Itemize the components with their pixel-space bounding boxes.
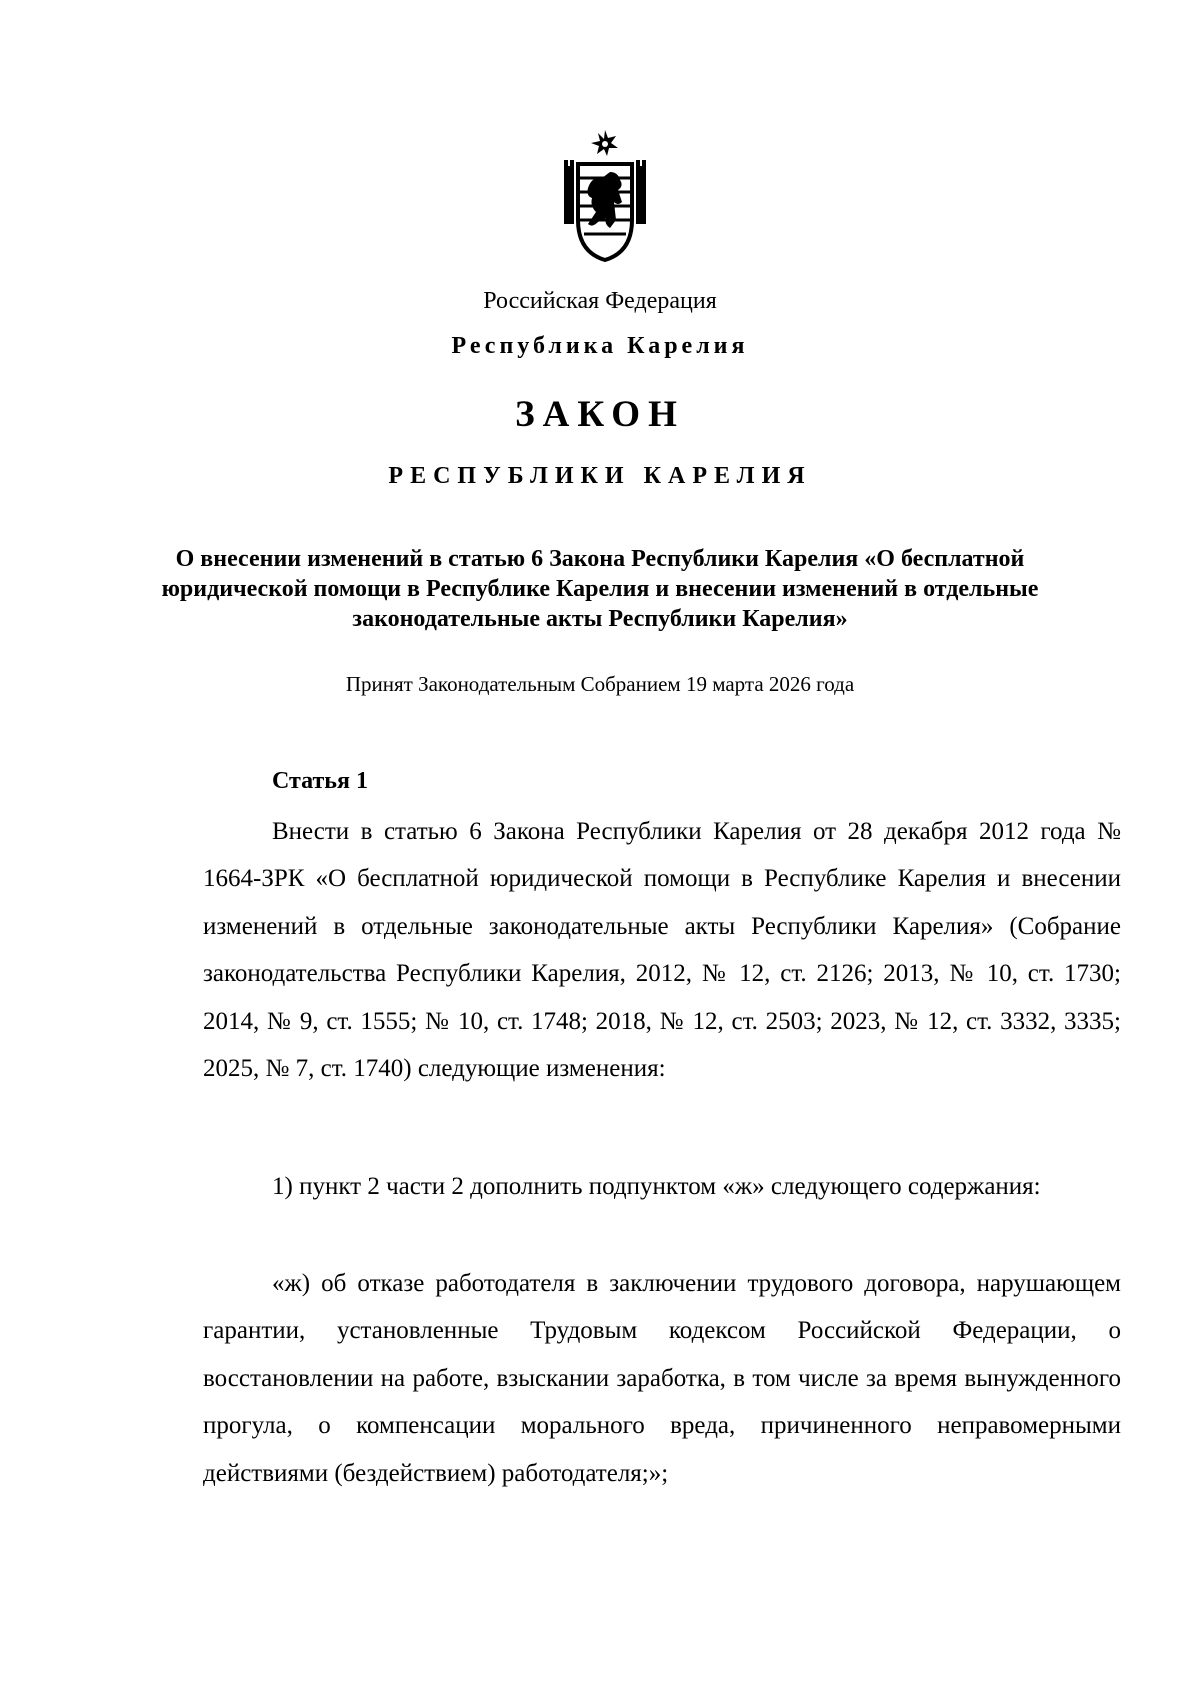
document-type: ЗАКОН [515,394,685,435]
adoption-note: Принят Законодательным Собранием 19 марта 2026 года [345,672,855,696]
region-name: Республика Карелия [451,333,749,359]
law-title: О внесении изменений в статью 6 Закона Республики Карелия «О бесплатной юридической помощи в Республике Карелия и внесении изменений в отдельные законодательные акты Республики Карелия» [161,546,1039,632]
article-paragraph: 1) пункт 2 части 2 дополнить подпунктом «ж» следующего содержания: [272,1173,1041,1200]
article-paragraph: Внести в статью 6 Закона Республики Карелия от 28 декабря 2012 года № 1664-ЗРК «О бесплатной юридической помощи в Республике Карелия и внесении изменений в отдельные законодательные акты Республики Карелия» (Собрание законодательства Республики Карелия, 2012, № 12, ст. 2126; 2013, № 10, ст. 1730; 2014, № 9, ст. 1555; № 10, ст. 1748; 2018, № 12, ст. 2503; 2023, № 12, ст. 3332, 3335; 2025, № 7, ст. 1740) следующие изменения: [203,818,1121,1083]
country-name: Российская Федерация [483,288,717,314]
article-heading: Статья 1 [272,768,368,794]
article-paragraph: «ж) об отказе работодателя в заключении трудового договора, нарушающем гарантии, установленные Трудовым кодексом Российской Федерации, о восстановлении на работе, взыскании заработка, в том числе за время вынужденного прогула, о компенсации морального вреда, причиненного неправомерными действиями (бездействием) работодателя;»; [203,1270,1121,1487]
coat-of-arms-icon [558,128,652,264]
issuer-name: РЕСПУБЛИКИ КАРЕЛИЯ [388,463,812,489]
